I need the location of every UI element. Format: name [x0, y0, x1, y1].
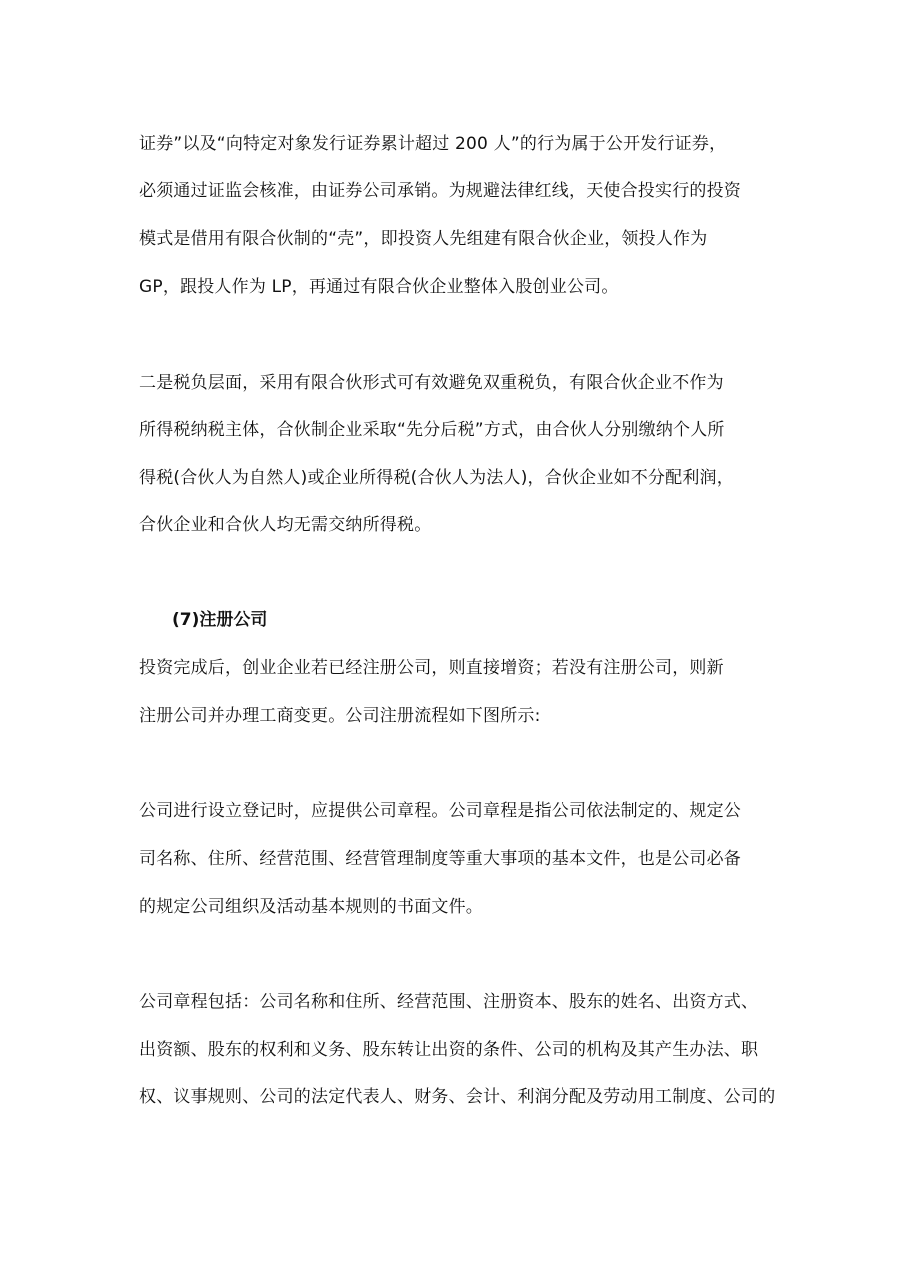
paragraph-5-line-1: 公司章程包括：公司名称和住所、经营范围、注册资本、股东的姓名、出资方式、: [139, 992, 759, 1012]
paragraph-1-line-3: 模式是借用有限合伙制的“壳”，即投资人先组建有限合伙企业，领投人作为: [139, 229, 708, 249]
paragraph-2-line-2: 所得税纳税主体，合伙制企业采取“先分后税”方式，由合伙人分别缴纳个人所: [139, 420, 725, 440]
paragraph-1-line-4: GP，跟投人作为 LP，再通过有限合伙企业整体入股创业公司。: [139, 277, 619, 297]
paragraph-2-line-3: 得税(合伙人为自然人)或企业所得税(合伙人为法人)，合伙企业如不分配利润，: [139, 468, 734, 488]
paragraph-3-line-1: 投资完成后，创业企业若已经注册公司，则直接增资；若没有注册公司，则新: [139, 658, 724, 678]
paragraph-1-line-2: 必须通过证监会核准，由证券公司承销。为规避法律红线，天使合投实行的投资: [139, 181, 741, 201]
paragraph-4-line-3: 的规定公司组织及活动基本规则的书面文件。: [139, 897, 483, 917]
paragraph-5-line-3: 权、议事规则、公司的法定代表人、财务、会计、利润分配及劳动用工制度、公司的: [139, 1087, 776, 1107]
section-heading: (7)注册公司: [172, 610, 268, 630]
paragraph-2-line-1: 二是税负层面，采用有限合伙形式可有效避免双重税负，有限合伙企业不作为: [139, 373, 724, 393]
paragraph-5-line-2: 出资额、股东的权利和义务、股东转让出资的条件、公司的机构及其产生办法、职: [139, 1040, 759, 1060]
paragraph-3-line-2: 注册公司并办理工商变更。公司注册流程如下图所示:: [139, 706, 541, 726]
paragraph-1-line-1: 证券”以及“向特定对象发行证券累计超过 200 人”的行为属于公开发行证券，: [139, 134, 727, 154]
paragraph-2-line-4: 合伙企业和合伙人均无需交纳所得税。: [139, 515, 432, 535]
paragraph-4-line-2: 司名称、住所、经营范围、经营管理制度等重大事项的基本文件，也是公司必备: [139, 849, 741, 869]
paragraph-4-line-1: 公司进行设立登记时，应提供公司章程。公司章程是指公司依法制定的、规定公: [139, 801, 741, 821]
